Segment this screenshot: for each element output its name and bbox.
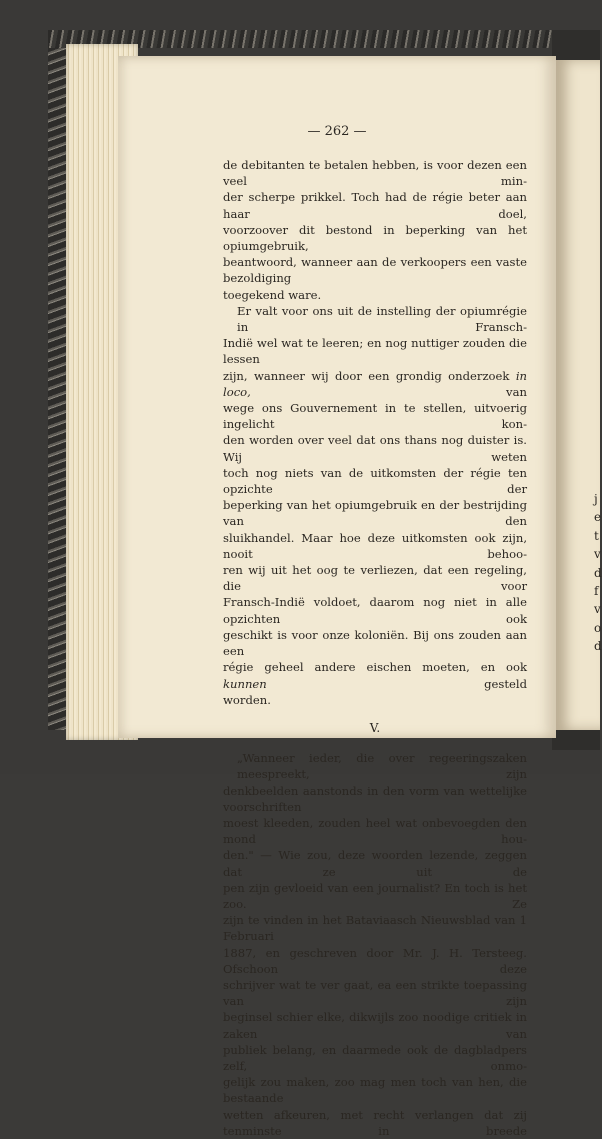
facing-page-char: o (594, 620, 602, 635)
text-line: toch nog niets van de uitkomsten der régie ten opzichte der (223, 465, 527, 497)
text-line: denkbeelden aanstonds in den vorm van wettelijke voorschriften (223, 783, 527, 814)
text-line: zijn te vinden in het Bataviaasch Nieuwsblad van 1 Februari (223, 913, 527, 944)
text-line: der scherpe prikkel. Toch had de régie beter aan haar doel, (223, 190, 527, 221)
book-page (118, 56, 556, 1138)
section-heading: V. (369, 720, 381, 735)
italic-text: in loco, (223, 368, 527, 399)
text-line: Indië wel wat te leeren; en nog nuttiger zouden die lessen (223, 336, 527, 367)
facing-page-char: v (594, 547, 601, 562)
text-line: toegekend ware. (223, 287, 322, 302)
text-run: zijn, wanneer wij door een grondig onderzoek (223, 368, 516, 383)
text-line: moest kleeden, zouden heel wat onbevoegden den mond hou- (223, 815, 527, 847)
paragraph (223, 303, 527, 708)
text-line: Fransch-Indië voldoet, daarom nog niet in alle opzichten ook (223, 595, 527, 626)
text-line: beginsel schier elke, dikwijls zoo noodige critiek in zaken van (223, 1010, 527, 1041)
text-line (223, 368, 527, 400)
text-line: ren wij uit het oog te verliezen, dat een regeling, die voor (223, 563, 527, 594)
text-run: van (250, 384, 527, 399)
facing-page-char: j (594, 492, 598, 506)
text-line: gelijk zou maken, zoo mag men toch van hen, die bestaande (223, 1075, 527, 1106)
text-line: voorzoover dit bestond in beperking van het opiumgebruik, (223, 222, 527, 254)
text-line: worden. (223, 692, 271, 707)
text-line: wege ons Gouvernement in te stellen, uitvoerig ingelicht kon- (223, 401, 527, 432)
facing-page-char: t (594, 528, 599, 543)
text-line: wetten afkeuren, met recht verlangen dat zij tenminste in breede (223, 1107, 527, 1138)
text-line (223, 659, 527, 691)
text-line: den worden over veel dat ons thans nog duister is. Wij weten (223, 433, 527, 464)
facing-page-char: d (594, 565, 602, 580)
text-line: publiek belang, en daarmede ook de dagbladpers zelf, onmo- (223, 1042, 527, 1073)
page-body (223, 157, 527, 1139)
paragraph (223, 157, 527, 303)
text-line: pen zijn gevloeid van een journalist? En toch is het zoo. Ze (223, 880, 527, 911)
text-line: den." — Wie zou, deze woorden lezende, zeggen dat ze uit de (223, 848, 527, 879)
text-line: beperking van het opiumgebruik en der bestrijding van den (223, 498, 527, 529)
facing-page-char: v (594, 602, 601, 617)
text-line: de debitanten te betalen hebben, is voor dezen een veel min- (223, 158, 527, 189)
text-line: geschikt is voor onze koloniën. Bij ons zouden aan een (223, 627, 527, 659)
facing-page-edge (556, 60, 600, 730)
text-line: 1887, en geschreven door Mr. J. H. Tersteeg. Ofschoon deze (223, 945, 527, 976)
text-line: beantwoord, wanneer aan de verkoopers een vaste bezoldiging (223, 255, 527, 286)
facing-page-char: f (594, 583, 599, 598)
facing-page-text (594, 490, 602, 656)
text-line: sluikhandel. Maar hoe deze uitkomsten ook zijn, nooit behoo- (223, 530, 527, 561)
facing-page-char: e (594, 510, 602, 525)
facing-page-char: d (594, 639, 602, 654)
text-run: gesteld (266, 676, 527, 691)
text-run: régie geheel andere eischen moeten, en ook (223, 660, 527, 675)
italic-text: kunnen (223, 676, 267, 691)
paragraph (223, 750, 527, 1139)
text-line: schrijver wat te ver gaat, ea een strikte toepassing van zijn (223, 977, 527, 1009)
text-line: Er valt voor ons uit de instelling der opiumrégie in Fransch- (237, 303, 527, 335)
page-number: — 262 — (307, 124, 367, 139)
text-line: „Wanneer ieder, die over regeeringszaken meespreekt, zijn (237, 751, 527, 782)
